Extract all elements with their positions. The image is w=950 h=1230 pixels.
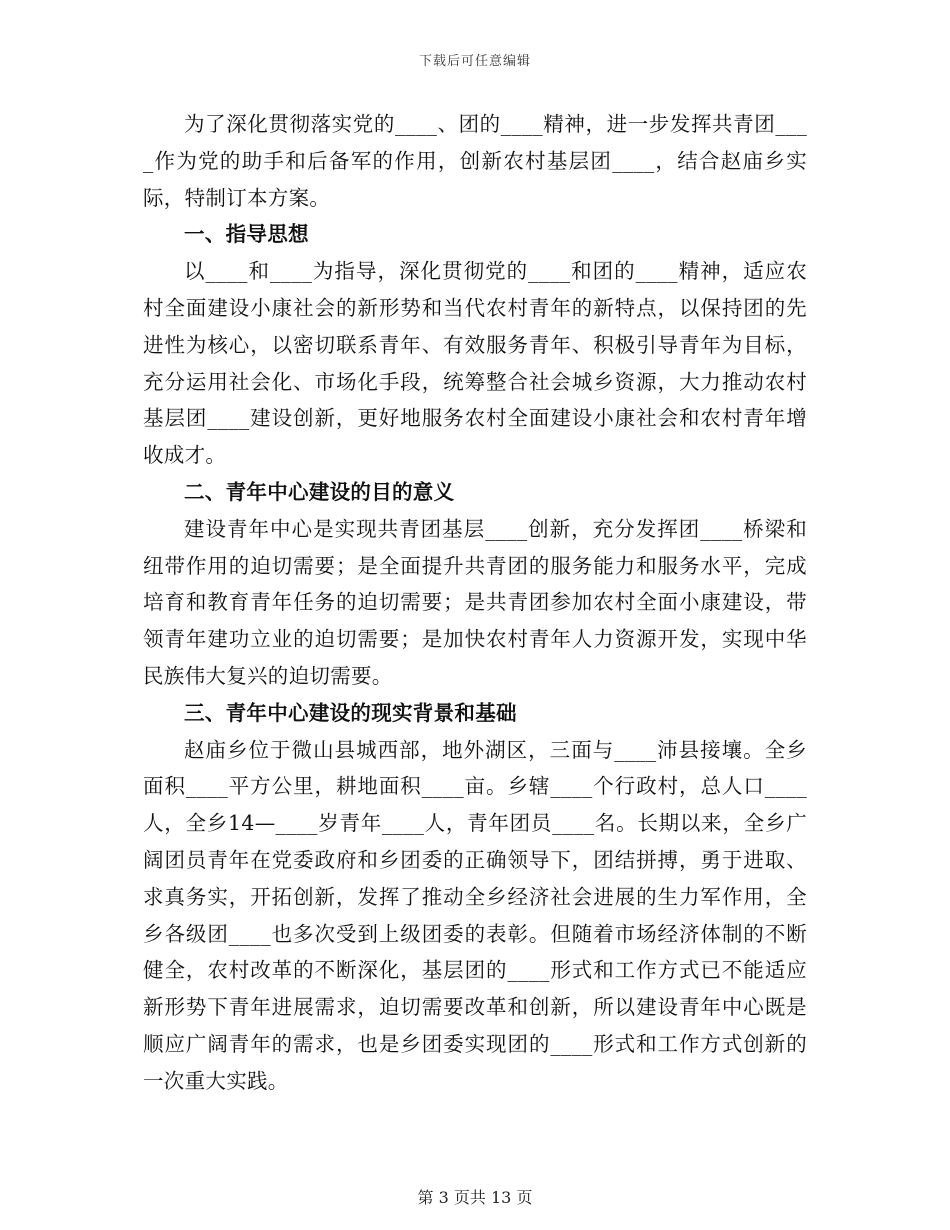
section-paragraph-purpose: 建设青年中心是实现共青团基层____创新，充分发挥团____桥梁和纽带作用的迫切需要；是全面提升共青团的服务能力和服务水平，完成培育和教育青年任务的迫切需要；是共青团参加农村全面小康建设，带领青年建功立业的迫切需要；是加快农村青年人力资源开发，实现中华民族伟大复兴的迫切需要。 bbox=[143, 516, 807, 688]
intro-paragraph: 为了深化贯彻落实党的____、团的____精神，进一步发挥共青团____作为党的助手和后备军的作用，创新农村基层团____，结合赵庙乡实际，特制订本方案。 bbox=[143, 112, 807, 210]
section-heading-guiding-ideology: 一、指导思想 bbox=[184, 222, 309, 247]
section-heading-purpose: 二、青年中心建设的目的意义 bbox=[184, 479, 455, 504]
section-paragraph-guiding-ideology: 以____和____为指导，深化贯彻党的____和团的____精神，适应农村全面建设小康社会的新形势和当代农村青年的新特点，以保持团的先进性为核心，以密切联系青年、有效服务青年、积极引导青年为目标，充分运用社会化、市场化手段，统筹整合社会城乡资源，大力推动农村基层团____建设创新，更好地服务农村全面建设小康社会和农村青年增收成才。 bbox=[143, 259, 807, 468]
section-heading-background: 三、青年中心建设的现实背景和基础 bbox=[184, 700, 517, 725]
page-header: 下载后可任意编辑 bbox=[418, 54, 531, 69]
page-footer: 第 3 页共 13 页 bbox=[417, 1188, 533, 1207]
document-body bbox=[143, 106, 807, 1100]
section-paragraph-background: 赵庙乡位于微山县城西部，地外湖区，三面与____沛县接壤。全乡面积____平方公里，耕地面积____亩。乡辖____个行政村，总人口____人，全乡14—____岁青年____人，青年团员____名。长期以来，全乡广阔团员青年在党委政府和乡团委的正确领导下，团结拼搏，勇于进取、求真务实，开拓创新，发挥了推动全乡经济社会进展的生力军作用，全乡各级团____也多次受到上级团委的表彰。但随着市场经济体制的不断健全，农村改革的不断深化，基层团的____形式和工作方式已不能适应新形势下青年进展需求，迫切需要改革和创新，所以建设青年中心既是顺应广阔青年的需求，也是乡团委实现团的____形式和工作方式创新的一次重大实践。 bbox=[143, 737, 807, 1093]
